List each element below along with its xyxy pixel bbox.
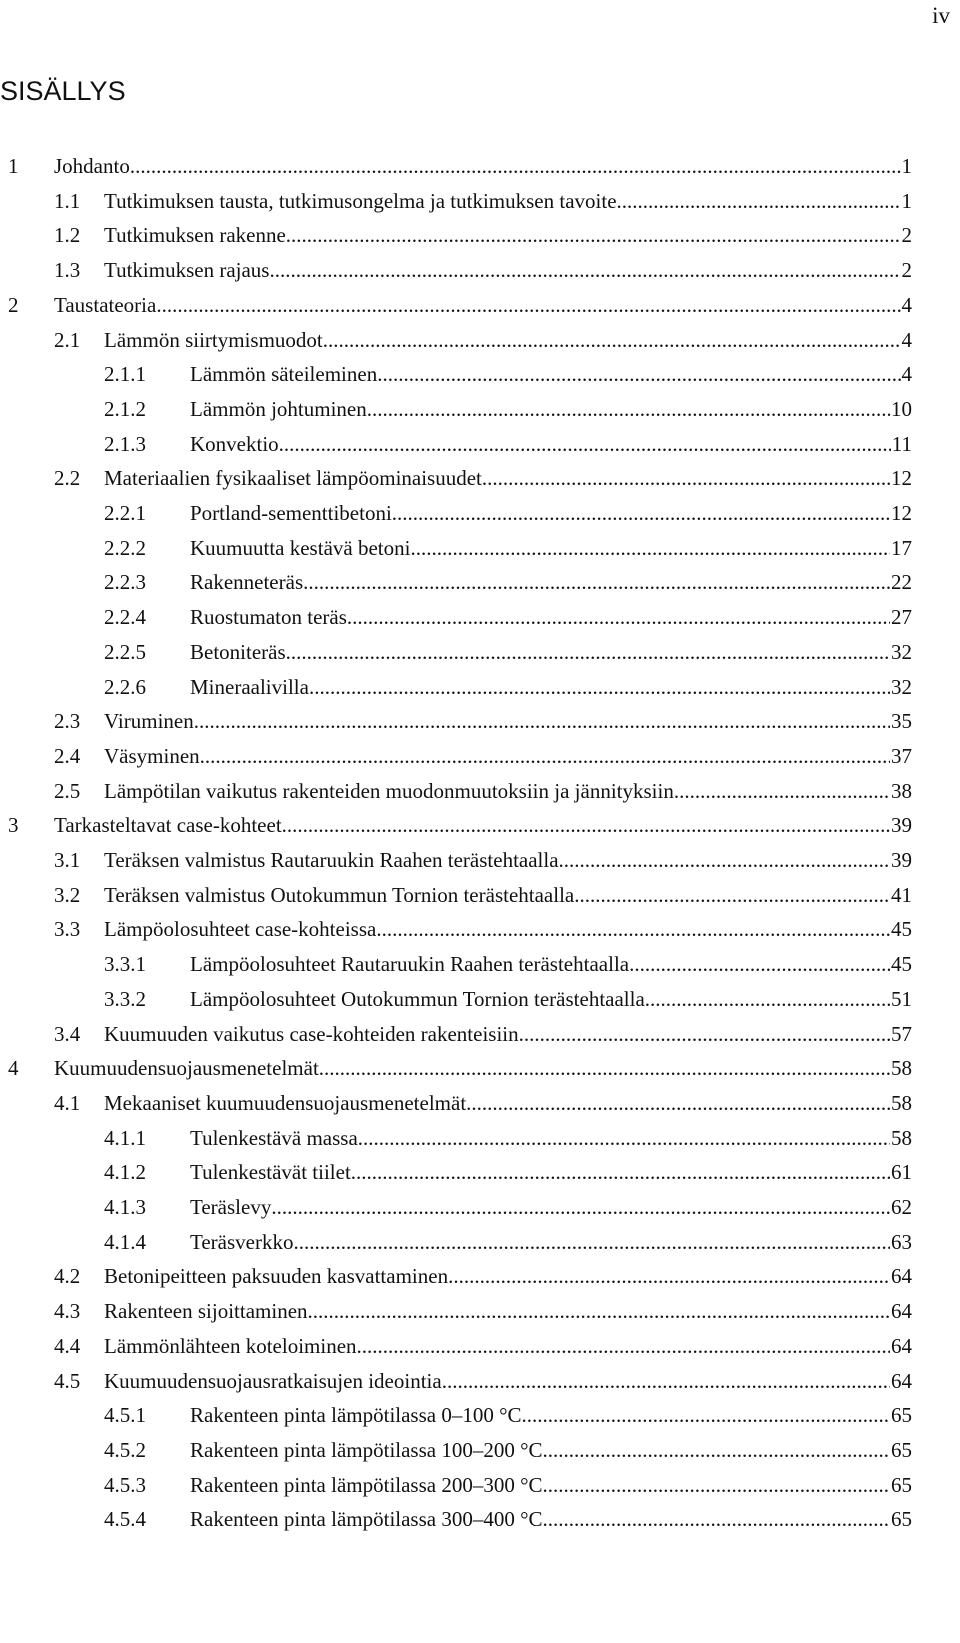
toc-entry-line xyxy=(104,1329,912,1363)
toc-entry-page: 65 xyxy=(891,1472,912,1497)
toc-entry-line xyxy=(190,947,912,981)
toc-dot-leader xyxy=(269,253,900,287)
toc-entry[interactable] xyxy=(0,392,960,426)
toc-entry-title: Tarkasteltavat case-kohteet xyxy=(54,813,282,838)
toc-entry-page: 4 xyxy=(901,362,912,387)
toc-entry-number: 3.3.1 xyxy=(104,952,146,977)
toc-dot-leader xyxy=(559,843,890,877)
toc-entry[interactable] xyxy=(0,774,960,808)
toc-dot-leader xyxy=(200,739,890,773)
toc-entry-title: Lämpöolosuhteet case-kohteissa xyxy=(104,917,377,942)
toc-entry-line xyxy=(190,392,912,426)
toc-entry-page: 12 xyxy=(891,466,912,491)
toc-entry-number: 4.1.3 xyxy=(104,1195,146,1219)
toc-entry[interactable] xyxy=(0,670,960,704)
toc-entry[interactable] xyxy=(0,184,960,218)
toc-entry-line xyxy=(104,461,912,495)
toc-entry[interactable] xyxy=(0,1398,960,1432)
toc-dot-leader xyxy=(351,1155,890,1189)
toc-entry-line xyxy=(190,1155,912,1189)
toc-dot-leader xyxy=(519,1017,890,1051)
toc-entry-number: 2.2.6 xyxy=(104,674,146,699)
toc-entry-number: 2.2.2 xyxy=(104,535,146,560)
toc-entry-page: 35 xyxy=(891,709,912,734)
toc-dot-leader xyxy=(309,670,890,704)
toc-entry-title: Lämpötilan vaikutus rakenteiden muodonmuutoksiin ja jännityksiin xyxy=(104,778,674,803)
toc-entry[interactable] xyxy=(0,1190,960,1224)
toc-entry-number: 2 xyxy=(8,292,19,317)
toc-dot-leader xyxy=(410,531,890,565)
toc-entry-title: Betonipeitteen paksuuden kasvattaminen xyxy=(104,1264,449,1289)
toc-entry-line xyxy=(190,496,912,530)
toc-entry-line xyxy=(104,704,912,738)
toc-entry-number: 4.1.4 xyxy=(104,1229,146,1254)
toc-entry[interactable] xyxy=(0,843,960,877)
toc-dot-leader xyxy=(156,288,900,322)
toc-entry[interactable] xyxy=(0,496,960,530)
toc-entry-number: 4.5.2 xyxy=(104,1437,146,1462)
toc-entry-title: Konvektio xyxy=(190,431,279,456)
toc-dot-leader xyxy=(543,1502,891,1536)
toc-entry-line xyxy=(190,427,912,461)
toc-entry-line xyxy=(54,149,912,183)
toc-entry-line xyxy=(104,218,912,252)
toc-entry-line xyxy=(54,288,912,322)
toc-entry-page: 58 xyxy=(891,1056,912,1081)
toc-entry-number: 2.1.2 xyxy=(104,396,146,421)
toc-entry-title: Lämpöolosuhteet Outokummun Tornion terästehtaalla xyxy=(190,986,645,1011)
toc-entry-title: Lämmönlähteen koteloiminen xyxy=(104,1333,357,1358)
toc-entry-line xyxy=(190,600,912,634)
toc-entry-number: 3 xyxy=(8,813,19,838)
toc-entry[interactable] xyxy=(0,808,960,842)
toc-entry-line xyxy=(190,1433,912,1467)
toc-dot-leader xyxy=(448,1259,890,1293)
toc-dot-leader xyxy=(367,392,890,426)
toc-dot-leader xyxy=(392,496,890,530)
toc-dot-leader xyxy=(282,808,890,842)
toc-entry-title: Rakenteen pinta lämpötilassa 200–300 °C xyxy=(190,1472,543,1497)
toc-entry-number: 4.1.2 xyxy=(104,1160,146,1185)
toc-entry-title: Lämmön säteileminen xyxy=(190,362,378,387)
toc-entry-number: 2.1 xyxy=(54,327,81,352)
toc-entry[interactable] xyxy=(0,1086,960,1120)
toc-entry-page: 11 xyxy=(891,431,912,456)
toc-entry-title: Rakenteen pinta lämpötilassa 300–400 °C xyxy=(190,1507,543,1532)
page-number: iv xyxy=(932,3,950,28)
toc-entry-title: Väsyminen xyxy=(104,743,200,768)
toc-entry[interactable] xyxy=(0,878,960,912)
toc-entry-title: Rakenteen sijoittaminen xyxy=(104,1299,308,1324)
toc-entry-title: Taustateoria xyxy=(54,292,157,317)
toc-dot-leader xyxy=(543,1468,891,1502)
toc-entry[interactable] xyxy=(0,1155,960,1189)
toc-entry-number: 1 xyxy=(8,154,19,178)
toc-dot-leader xyxy=(482,461,890,495)
toc-entry-line xyxy=(104,774,912,808)
toc-dot-leader xyxy=(522,1398,891,1432)
toc-entry-line xyxy=(104,912,912,946)
toc-entry[interactable] xyxy=(0,947,960,981)
toc-dot-leader xyxy=(357,1329,890,1363)
toc-entry-page: 41 xyxy=(891,882,912,907)
toc-entry[interactable] xyxy=(0,1121,960,1155)
toc-entry[interactable] xyxy=(0,1329,960,1363)
toc-entry-page: 64 xyxy=(891,1368,912,1393)
toc-dot-leader xyxy=(286,635,890,669)
toc-dot-leader xyxy=(466,1086,890,1120)
toc-entry-title: Kuumuudensuojausratkaisujen ideointia xyxy=(104,1368,442,1393)
toc-dot-leader xyxy=(617,184,901,218)
toc-dot-leader xyxy=(308,1294,890,1328)
toc-entry-page: 38 xyxy=(891,778,912,803)
toc-entry-title: Tutkimuksen tausta, tutkimusongelma ja tutkimuksen tavoite xyxy=(104,188,617,213)
toc-dot-leader xyxy=(442,1364,890,1398)
toc-entry-title: Johdanto xyxy=(54,154,130,178)
toc-entry-title: Lämmön siirtymismuodot xyxy=(104,327,323,352)
toc-entry-page: 45 xyxy=(891,952,912,977)
toc-entry-number: 3.3 xyxy=(54,917,81,942)
toc-entry-number: 2.2.3 xyxy=(104,570,146,595)
toc-entry-page: 65 xyxy=(891,1507,912,1532)
toc-entry-number: 4.2 xyxy=(54,1264,81,1289)
toc-dot-leader xyxy=(319,1051,890,1085)
toc-entry[interactable] xyxy=(0,1364,960,1398)
toc-entry-line xyxy=(190,670,912,704)
toc-entry-title: Rakenneteräs xyxy=(190,570,304,595)
toc-dot-leader xyxy=(271,1190,890,1224)
toc-entry-page: 64 xyxy=(891,1333,912,1358)
toc-dot-leader xyxy=(376,912,890,946)
toc-entry[interactable] xyxy=(0,427,960,461)
toc-entry-line xyxy=(104,1259,912,1293)
toc-entry-title: Kuumuudensuojausmenetelmät xyxy=(54,1056,319,1081)
toc-dot-leader xyxy=(629,947,890,981)
toc-entry-line xyxy=(190,982,912,1016)
toc-entry[interactable] xyxy=(0,600,960,634)
toc-entry-page: 39 xyxy=(891,848,912,872)
toc-entry-number: 1.1 xyxy=(54,188,81,213)
toc-heading: SISÄLLYS xyxy=(0,76,126,106)
toc-entry[interactable] xyxy=(0,218,960,252)
toc-entry[interactable] xyxy=(0,357,960,391)
toc-entry-number: 2.3 xyxy=(54,709,81,734)
toc-entry-line xyxy=(104,843,912,877)
toc-entry-title: Betoniteräs xyxy=(190,639,286,664)
toc-dot-leader xyxy=(347,600,890,634)
toc-entry-number: 1.2 xyxy=(54,223,81,248)
toc-entry[interactable] xyxy=(0,1259,960,1293)
toc-entry-page: 37 xyxy=(891,743,912,768)
toc-entry[interactable] xyxy=(0,461,960,495)
toc-entry[interactable] xyxy=(0,1017,960,1051)
toc-entry[interactable] xyxy=(0,1502,960,1536)
toc-entry-number: 2.1.1 xyxy=(104,362,146,387)
toc-entry-page: 65 xyxy=(891,1403,912,1428)
toc-entry-page: 27 xyxy=(891,605,912,630)
toc-entry-number: 4.5 xyxy=(54,1368,81,1393)
toc-entry-title: Teräksen valmistus Outokummun Tornion terästehtaalla xyxy=(104,882,575,907)
toc-entry-line xyxy=(190,1398,912,1432)
toc-entry[interactable] xyxy=(0,1468,960,1502)
toc-entry-title: Tulenkestävä massa xyxy=(190,1125,358,1150)
toc-entry[interactable] xyxy=(0,323,960,357)
toc-entry-line xyxy=(190,635,912,669)
toc-entry-title: Kuumuutta kestävä betoni xyxy=(190,535,411,560)
toc-entry-title: Lämmön johtuminen xyxy=(190,396,367,421)
toc-entry-title: Teräksen valmistus Rautaruukin Raahen terästehtaalla xyxy=(104,848,559,872)
toc-entry-line xyxy=(190,1468,912,1502)
toc-entry-page: 62 xyxy=(891,1195,912,1219)
toc-entry-number: 4.5.4 xyxy=(104,1507,146,1532)
toc-entry-page: 4 xyxy=(901,292,912,317)
toc-entry-page: 58 xyxy=(891,1125,912,1150)
toc-entry-number: 4.1 xyxy=(54,1090,81,1115)
toc-entry-number: 4.5.3 xyxy=(104,1472,146,1497)
toc-entry[interactable] xyxy=(0,982,960,1016)
toc-entry-line xyxy=(190,1502,912,1536)
toc-entry-title: Teräsverkko xyxy=(190,1229,294,1254)
toc-entry-line xyxy=(190,1121,912,1155)
toc-entry[interactable] xyxy=(0,912,960,946)
toc-dot-leader xyxy=(286,218,901,252)
toc-entry-page: 61 xyxy=(891,1160,912,1185)
toc-entry-number: 4.3 xyxy=(54,1299,81,1324)
toc-entry-page: 22 xyxy=(891,570,912,595)
toc-entry[interactable] xyxy=(0,149,960,183)
toc-entry-page: 57 xyxy=(891,1021,912,1046)
toc-entry-title: Tulenkestävät tiilet xyxy=(190,1160,351,1185)
toc-dot-leader xyxy=(303,565,890,599)
toc-entry-title: Tutkimuksen rakenne xyxy=(104,223,286,248)
toc-entry[interactable] xyxy=(0,288,960,322)
toc-entry-title: Teräslevy xyxy=(190,1195,272,1219)
toc-entry-number: 4 xyxy=(8,1056,19,1081)
toc-entry-line xyxy=(104,323,912,357)
toc-entry[interactable] xyxy=(0,1051,960,1085)
toc-entry-title: Rakenteen pinta lämpötilassa 100–200 °C xyxy=(190,1437,543,1462)
toc-entry-number: 2.2.4 xyxy=(104,605,146,630)
toc-entry-line xyxy=(104,1364,912,1398)
toc-entry-page: 32 xyxy=(891,639,912,664)
toc-entry-line xyxy=(104,1017,912,1051)
toc-dot-leader xyxy=(674,774,890,808)
toc-entry-title: Materiaalien fysikaaliset lämpöominaisuudet xyxy=(104,466,482,491)
toc-entry-line xyxy=(104,878,912,912)
toc-entry-page: 12 xyxy=(891,501,912,525)
toc-entry-line xyxy=(104,253,912,287)
toc-entry-title: Viruminen xyxy=(104,709,194,734)
toc-entry-line xyxy=(190,357,912,391)
toc-dot-leader xyxy=(279,427,891,461)
toc-entry-number: 3.3.2 xyxy=(104,986,146,1011)
toc-entry[interactable] xyxy=(0,253,960,287)
toc-entry-number: 1.3 xyxy=(54,258,81,283)
toc-entry-page: 51 xyxy=(891,986,912,1011)
toc-entry-page: 65 xyxy=(891,1437,912,1462)
toc-entry-number: 3.1 xyxy=(54,848,81,872)
toc-entry-number: 4.5.1 xyxy=(104,1403,146,1428)
toc-entry-number: 2.2 xyxy=(54,466,81,491)
toc-entry-page: 1 xyxy=(901,188,912,213)
toc-entry-page: 2 xyxy=(901,223,912,248)
toc-entry-number: 3.4 xyxy=(54,1021,81,1046)
toc-entry-title: Lämpöolosuhteet Rautaruukin Raahen terästehtaalla xyxy=(190,952,630,977)
toc-dot-leader xyxy=(377,357,900,391)
toc-entry[interactable] xyxy=(0,635,960,669)
toc-entry[interactable] xyxy=(0,565,960,599)
toc-entry-title: Portland-sementtibetoni xyxy=(190,501,392,525)
toc-entry-page: 17 xyxy=(891,535,912,560)
toc-entry-title: Kuumuuden vaikutus case-kohteiden rakenteisiin xyxy=(104,1021,519,1046)
toc-entry-line xyxy=(190,565,912,599)
toc-entry-page: 58 xyxy=(891,1090,912,1115)
toc-entry-page: 63 xyxy=(891,1229,912,1254)
toc-entry-page: 45 xyxy=(891,917,912,942)
toc-entry-title: Mekaaniset kuumuudensuojausmenetelmät xyxy=(104,1090,467,1115)
toc-entry-page: 4 xyxy=(901,327,912,352)
toc-dot-leader xyxy=(543,1433,891,1467)
toc-entry-number: 2.2.1 xyxy=(104,501,146,525)
toc-entry-title: Ruostumaton teräs xyxy=(190,605,347,630)
toc-entry[interactable] xyxy=(0,1294,960,1328)
toc-entry-number: 2.5 xyxy=(54,778,81,803)
toc-dot-leader xyxy=(645,982,890,1016)
toc-entry[interactable] xyxy=(0,1433,960,1467)
toc-entry-page: 1 xyxy=(901,154,912,178)
toc-dot-leader xyxy=(194,704,890,738)
toc-entry-number: 2.1.3 xyxy=(104,431,146,456)
toc-dot-leader xyxy=(293,1225,890,1259)
toc-entry-line xyxy=(54,808,912,842)
toc-entry-title: Mineraalivilla xyxy=(190,674,309,699)
toc-entry-number: 4.4 xyxy=(54,1333,81,1358)
toc-entry-title: Rakenteen pinta lämpötilassa 0–100 °C xyxy=(190,1403,522,1428)
toc-entry-line xyxy=(104,1294,912,1328)
toc-entry-line xyxy=(104,739,912,773)
toc-entry-number: 2.4 xyxy=(54,743,81,768)
toc-entry[interactable] xyxy=(0,1225,960,1259)
toc-entry-line xyxy=(104,184,912,218)
toc-entry-line xyxy=(104,1086,912,1120)
toc-entry-page: 64 xyxy=(891,1264,912,1289)
toc-entry-line xyxy=(190,531,912,565)
toc-entry-number: 4.1.1 xyxy=(104,1125,146,1150)
toc-dot-leader xyxy=(358,1121,890,1155)
toc-entry-number: 2.2.5 xyxy=(104,639,146,664)
toc-entry[interactable] xyxy=(0,531,960,565)
toc-entry-page: 10 xyxy=(891,396,912,421)
toc-entry-page: 2 xyxy=(901,258,912,283)
toc-dot-leader xyxy=(130,149,901,183)
toc-entry-line xyxy=(54,1051,912,1085)
toc-entry-page: 64 xyxy=(891,1299,912,1324)
toc-entry[interactable] xyxy=(0,704,960,738)
toc-entry-number: 3.2 xyxy=(54,882,81,907)
toc-dot-leader xyxy=(574,878,890,912)
toc-entry[interactable] xyxy=(0,739,960,773)
toc-entry-page: 32 xyxy=(891,674,912,699)
toc-dot-leader xyxy=(323,323,901,357)
toc-entry-page: 39 xyxy=(891,813,912,838)
toc-entry-line xyxy=(190,1225,912,1259)
toc-entry-line xyxy=(190,1190,912,1224)
toc-entry-title: Tutkimuksen rajaus xyxy=(104,258,270,283)
